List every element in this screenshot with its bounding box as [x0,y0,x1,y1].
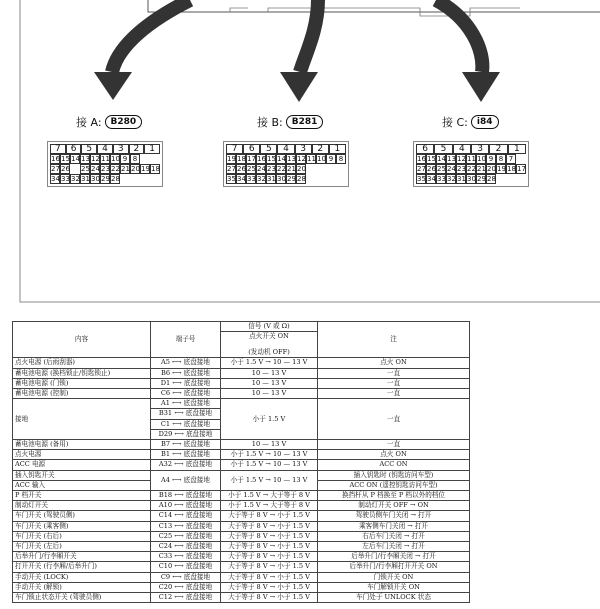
connector-pin: 27 [417,165,426,173]
connector-pin: 34 [51,175,60,183]
cell-content: 接地 [13,399,151,440]
cell-terminal: B31 ⟷ 底盘接地 [151,409,221,419]
header-terminal: 端子号 [151,322,221,358]
table-row [13,542,470,552]
connector-pin: 2 [312,144,329,154]
cell-content: 后举升门/行李厢开关 [13,552,151,562]
cell-signal: 10 — 13 V [221,440,318,450]
connector-pin: 24 [447,165,456,173]
cell-terminal: B7 ⟷ 底盘接地 [151,440,221,450]
cell-signal: 小于 1.5 V → 10 — 13 V [221,450,318,460]
connector-pin: 31 [267,175,276,183]
table-row [13,593,470,603]
connector-pin: 3 [471,144,489,154]
cell-content: 点火电源 [13,450,151,460]
connector-pin: 19 [141,165,150,173]
cell-note: 换挡杆从 P 档换至 P 档以外的档位 [318,491,470,501]
connector-pin: 8 [130,154,140,164]
connector-pin: 22 [467,165,476,173]
connector-pin: 14 [277,155,286,163]
connector-pin: 2 [489,144,507,154]
cell-note: 门锁开关 ON [318,572,470,582]
connector-pin: 33 [61,175,70,183]
connector-pin: 20 [131,165,140,173]
cell-content: ACC 电源 [13,460,151,470]
connector-pin: 21 [477,165,486,173]
cell-terminal: D29 ⟷ 底盘接地 [151,429,221,439]
cell-signal: 大于等于 8 V → 小于 1.5 V [221,593,318,603]
connector-pin: 8 [496,154,506,164]
connector-pin: 6 [66,144,82,154]
cell-terminal: C24 ⟷ 底盘接地 [151,542,221,552]
component-outline [148,0,600,12]
cell-content: 打开开关 (行李厢/后举升门) [13,562,151,572]
cell-content: 蓄电池电源 (门锁) [13,378,151,388]
connector-pin: 21 [121,165,130,173]
connector-pin: 13 [447,155,456,163]
table-row [13,501,470,511]
connector-pin: 10 [477,155,486,163]
arrow-a-head [94,72,132,100]
cell-note: 制动灯开关 OFF → ON [318,501,470,511]
cell-note: 右后车门关闭 → 打开 [318,531,470,541]
connector-pin: 27 [227,165,236,173]
header-signal-off: (发动机 OFF) [221,341,318,358]
cell-signal: 大于等于 8 V → 小于 1.5 V [221,582,318,592]
connector-pin: 21 [287,165,296,173]
table-row [13,562,470,572]
cell-note: 一直 [318,368,470,378]
cell-terminal: C14 ⟷ 底盘接地 [151,511,221,521]
connector-pin: 18 [237,155,246,163]
connector-pin: 17 [517,165,526,173]
connector-pin: 4 [453,144,471,154]
table-row [13,358,470,368]
connector-pin: 30 [91,175,100,183]
cell-content: 手动开关 (LOCK) [13,572,151,582]
cell-signal: 小于 1.5 V → 10 — 13 V [221,460,318,470]
cell-content: ACC 输入 [13,480,151,490]
cell-terminal: D1 ⟷ 底盘接地 [151,378,221,388]
cell-content: 手动开关 (解锁) [13,582,151,592]
connector-pin: 12 [457,155,466,163]
connector-pin: 26 [61,165,70,173]
cell-signal: 小于 1.5 V → 10 — 13 V [221,358,318,368]
connector-pin: 10 [111,155,120,163]
connector-pin: 1 [144,144,160,154]
cell-content: 蓄电池电源 (控制) [13,389,151,399]
cell-content: 车门开关 (左后) [13,542,151,552]
cell-note: 点火 ON [318,450,470,460]
arrow-c-head [462,72,500,102]
connector-b-code: B281 [286,115,324,129]
connector-pin: 11 [101,155,110,163]
cell-note: 插入钥匙时 (钥匙访问车型) [318,470,470,480]
connector-pin: 9 [120,154,130,164]
cell-terminal: C10 ⟷ 底盘接地 [151,562,221,572]
connector-pin: 28 [111,175,120,183]
cell-note: 一直 [318,389,470,399]
connector-pin: 6 [416,144,434,154]
connector-pin: 25 [437,165,446,173]
cell-terminal: C1 ⟷ 底盘接地 [151,419,221,429]
connector-pin: 1 [508,144,526,154]
cell-note: 一直 [318,440,470,450]
cell-content: 点火电源 (后雨刮器) [13,358,151,368]
header-note: 注 [318,322,470,358]
connector-pin: 29 [477,175,486,183]
signal-table [12,321,469,603]
connector-pin: 30 [277,175,286,183]
connector-pin: 19 [497,165,506,173]
connector-pin: 1 [329,144,346,154]
cell-signal: 大于等于 8 V → 小于 1.5 V [221,521,318,531]
cell-signal: 小于 1.5 V → 大于等于 8 V [221,501,318,511]
cell-terminal: B18 ⟷ 底盘接地 [151,491,221,501]
cell-note: 驾驶员侧车门关闭 → 打开 [318,511,470,521]
connector-pin: 24 [91,165,100,173]
table-row [13,378,470,388]
cell-content: 车门锁止状态开关 (驾驶员侧) [13,593,151,603]
arrow-c [436,0,482,72]
cell-note: 车门处于 UNLOCK 状态 [318,593,470,603]
table-row [13,470,470,480]
connector-pin: 5 [81,144,97,154]
connector-a-prefix: 接 A: [76,116,102,129]
connector-pin: 28 [297,175,306,183]
connector-pin: 13 [81,155,90,163]
cell-note: ACC ON (遥控钥匙访问车型) [318,480,470,490]
connector-pin: 12 [91,155,100,163]
connector-pin: 15 [61,155,70,163]
connector-pin: 25 [247,165,256,173]
connector-pin: 15 [427,155,436,163]
cell-terminal: C25 ⟷ 底盘接地 [151,531,221,541]
connector-pin: 5 [434,144,452,154]
cell-signal: 大于等于 8 V → 小于 1.5 V [221,542,318,552]
cell-signal: 大于等于 8 V → 小于 1.5 V [221,552,318,562]
connector-pin: 33 [247,175,256,183]
connector-pin: 18 [151,165,160,173]
connector-a-code: B280 [105,115,143,129]
arrow-b [300,0,318,72]
connector-pin: 22 [277,165,286,173]
connector-pin: 6 [243,144,260,154]
cell-signal: 10 — 13 V [221,378,318,388]
cell-content: 车门开关 (驾驶员侧) [13,511,151,521]
connector-pin: 10 [317,155,326,163]
table-row [13,460,470,470]
connector-pin: 2 [129,144,145,154]
cell-terminal: A5 ⟷ 底盘接地 [151,358,221,368]
cell-terminal: A4 ⟷ 底盘接地 [151,470,221,490]
connector-pin: 26 [427,165,436,173]
cell-content: 车门开关 (乘客侧) [13,521,151,531]
connector-pin: 34 [237,175,246,183]
connector-pin: 16 [417,155,426,163]
connector-pin: 19 [227,155,236,163]
cell-terminal: A32 ⟷ 底盘接地 [151,460,221,470]
connector-pin: 16 [51,155,60,163]
cell-note: 车门解锁开关 ON [318,582,470,592]
cell-content: 蓄电池电源 (换档锁止/钥匙锁止) [13,368,151,378]
connector-pin: 16 [257,155,266,163]
connector-pin: 23 [101,165,110,173]
connector-pin: 25 [81,165,90,173]
cell-terminal: C9 ⟷ 底盘接地 [151,572,221,582]
connector-pin: 14 [71,155,80,163]
cell-note: 一直 [318,378,470,388]
connector-pin: 29 [101,175,110,183]
cell-terminal: C20 ⟷ 底盘接地 [151,582,221,592]
connector-pin: 32 [447,175,456,183]
table-row [13,521,470,531]
connector-b-prefix: 接 B: [257,116,283,129]
table-row [13,389,470,399]
table-row [13,440,470,450]
table-row [13,572,470,582]
connector-pin: 29 [287,175,296,183]
connector-pin: 30 [467,175,476,183]
connector-pin: 28 [487,175,496,183]
connector-c-prefix: 接 C: [442,116,468,129]
cell-note: 点火 ON [318,358,470,368]
connector-pin: 35 [417,175,426,183]
table-row [13,399,470,409]
connector-pin: 23 [267,165,276,173]
cell-content: 车门开关 (右后) [13,531,151,541]
cell-terminal: C33 ⟷ 底盘接地 [151,552,221,562]
cell-content: 插入钥匙开关 [13,470,151,480]
connector-pin: 35 [227,175,236,183]
cell-signal: 10 — 13 V [221,389,318,399]
connector-pin: 7 [506,154,516,164]
cell-note: 后举升门/行李厢打开开关 ON [318,562,470,572]
cell-terminal: C12 ⟷ 底盘接地 [151,593,221,603]
header-content: 内容 [13,322,151,358]
cell-terminal: A1 ⟷ 底盘接地 [151,399,221,409]
connector-pin: 7 [226,144,243,154]
connector-c-label [442,114,499,130]
connector-pin: 20 [297,165,306,173]
cell-content: 蓄电池电源 (备用) [13,440,151,450]
connector-pin: 31 [81,175,90,183]
connector-pin: 27 [51,165,60,173]
connector-pin: 11 [467,155,476,163]
cell-terminal: B1 ⟷ 底盘接地 [151,450,221,460]
connector-pin: 18 [507,165,516,173]
header-signal: 信号 (V 或 Ω) [221,322,318,332]
connector-pin: 9 [326,154,336,164]
cell-note: 乘客侧车门关闭 → 打开 [318,521,470,531]
connector-pin: 33 [437,175,446,183]
connector-pin: 23 [457,165,466,173]
header-signal-on: 点火开关 ON [221,332,318,342]
connector-pin: 12 [297,155,306,163]
table-row [13,531,470,541]
cell-note: ACC ON [318,460,470,470]
connector-pin: 5 [260,144,277,154]
connector-pin: 34 [427,175,436,183]
cell-note: 后举升门/行李厢关闭 → 打开 [318,552,470,562]
connector-pin: 7 [50,144,66,154]
connector-pin: 24 [257,165,266,173]
cell-note: 左后车门关闭 → 打开 [318,542,470,552]
connector-pin: 11 [307,155,316,163]
connector-pin: 13 [287,155,296,163]
connector-pin: 9 [486,154,496,164]
connector-c-code: i84 [471,115,499,129]
connector-pin: 15 [267,155,276,163]
cell-content: 制动灯开关 [13,501,151,511]
cell-content: P 档开关 [13,491,151,501]
table-row [13,582,470,592]
cell-terminal: C13 ⟷ 底盘接地 [151,521,221,531]
connector-pin: 22 [111,165,120,173]
cell-signal: 10 — 13 V [221,368,318,378]
table-row [13,368,470,378]
connector-a-label [76,114,142,130]
table-row [13,511,470,521]
table-row [13,552,470,562]
cell-signal: 小于 1.5 V → 10 — 13 V [221,470,318,490]
cell-signal: 大于等于 8 V → 小于 1.5 V [221,531,318,541]
cell-signal: 大于等于 8 V → 小于 1.5 V [221,511,318,521]
connector-pin: 3 [113,144,129,154]
connector-pin: 20 [487,165,496,173]
connector-pin: 32 [257,175,266,183]
cell-terminal: B6 ⟷ 底盘接地 [151,368,221,378]
connector-pin: 26 [237,165,246,173]
connector-pin: 14 [437,155,446,163]
connector-pin: 4 [97,144,113,154]
table-row [13,491,470,501]
connector-pin: 4 [277,144,294,154]
connector-pin: 31 [457,175,466,183]
connector-pin: 8 [336,154,346,164]
table-row [13,450,470,460]
connector-b-label [257,114,323,130]
connector-pin: 3 [295,144,312,154]
cell-signal: 小于 1.5 V → 大于等于 8 V [221,491,318,501]
cell-signal: 大于等于 8 V → 小于 1.5 V [221,562,318,572]
arrow-b-head [280,72,318,102]
arrow-a [112,0,190,72]
connector-pin: 17 [247,155,256,163]
cell-terminal: C6 ⟷ 底盘接地 [151,389,221,399]
cell-note: 一直 [318,399,470,440]
connector-pin: 32 [71,175,80,183]
cell-signal: 小于 1.5 V [221,399,318,440]
cell-signal: 大于等于 8 V → 小于 1.5 V [221,572,318,582]
cell-terminal: A10 ⟷ 底盘接地 [151,501,221,511]
